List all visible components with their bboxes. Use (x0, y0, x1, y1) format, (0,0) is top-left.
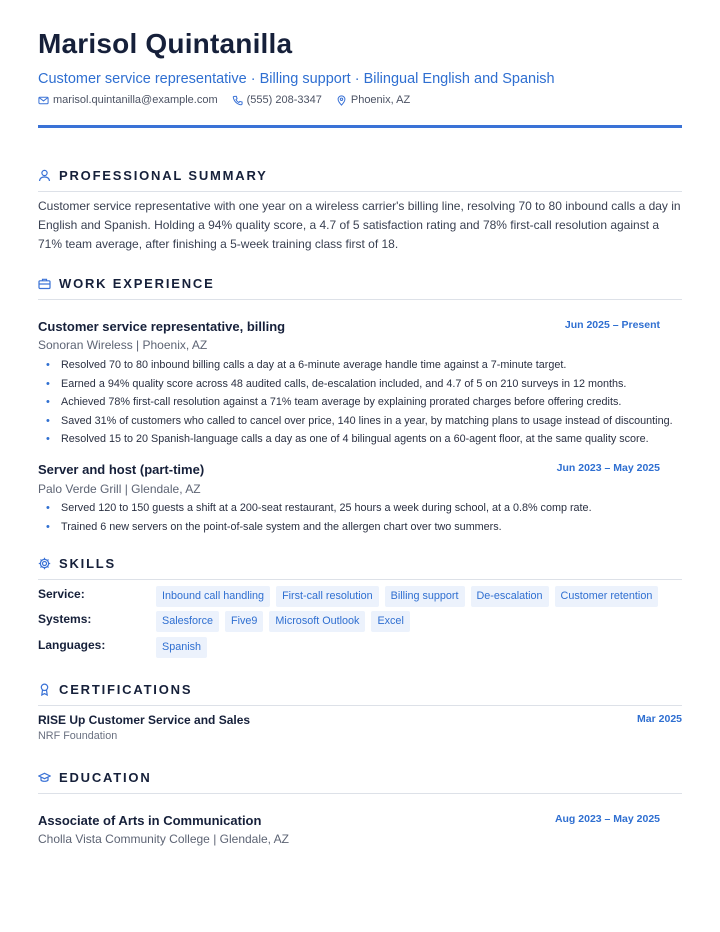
job-bullet: • Resolved 15 to 20 Spanish-language calls a day as one of 4 bilingual agents on a 60-agent floor, at the same quality score. (38, 430, 698, 449)
skill-chips (156, 611, 416, 632)
education-section-header (38, 770, 682, 794)
award-icon (38, 683, 51, 696)
section-title: SKILLS (59, 556, 117, 571)
skill-chip: Spanish (156, 637, 207, 658)
education-dates: Aug 2023 – May 2025 (554, 813, 660, 825)
skill-chip: Excel (371, 611, 409, 632)
skill-label: Systems: (38, 612, 92, 626)
certification-date: Mar 2025 (637, 713, 682, 725)
header-divider (38, 125, 682, 128)
job-bullet: • Earned a 94% quality score across 48 audited calls, de-escalation included, and 4.7 of 5 on 210 surveys in 12 months. (38, 375, 698, 394)
skill-label: Languages: (38, 638, 106, 652)
job-dates: Jun 2025 – Present (564, 319, 660, 331)
degree-title: Associate of Arts in Communication (38, 813, 262, 828)
contact-bar (38, 94, 424, 106)
contact-location (336, 94, 410, 106)
skill-chip: Billing support (385, 586, 465, 607)
job-organization: Sonoran Wireless | Phoenix, AZ (38, 338, 208, 352)
summary-section-header (38, 168, 682, 192)
job-bullet: • Saved 31% of customers who called to cancel over price, 140 lines in a year, by matching plans to usage instead of discounting. (38, 412, 698, 431)
skill-chips (156, 637, 213, 658)
skill-chip: First-call resolution (276, 586, 379, 607)
job-bullet: • Trained 6 new servers on the point-of-sale system and the allergen chart over two summers. (38, 518, 698, 537)
briefcase-icon (38, 277, 51, 290)
phone-text: (555) 208-3347 (246, 94, 322, 106)
skills-section-header (38, 556, 682, 580)
skill-chip: Inbound call handling (156, 586, 270, 607)
job-bullet: • Resolved 70 to 80 inbound billing calls a day at a 6-minute average handle time against a 7-minute target. (38, 356, 698, 375)
job-title: Server and host (part-time) (38, 462, 205, 477)
skill-chip: De-escalation (471, 586, 549, 607)
section-title: WORK EXPERIENCE (59, 276, 215, 291)
section-title: CERTIFICATIONS (59, 682, 193, 697)
phone-icon (232, 95, 243, 106)
summary-text: Customer service representative with one year on a wireless carrier's billing line, resolving 70 to 80 inbound calls a day in English and Spanish. Holding a 94% quality score, a 4.7 of 5 satisfaction rating and 78% first-call resolution against a 71% team average, after finishing a 5-week training class first of 18. (38, 199, 681, 251)
skill-chips (156, 586, 664, 607)
experience-section-header (38, 276, 682, 300)
skill-row-service (38, 586, 682, 608)
skill-label: Service: (38, 587, 85, 601)
job-title: Customer service representative, billing (38, 319, 286, 334)
section-title: EDUCATION (59, 770, 152, 785)
school-name: Cholla Vista Community College | Glendale, AZ (38, 832, 290, 846)
job-organization: Palo Verde Grill | Glendale, AZ (38, 482, 201, 496)
section-title: PROFESSIONAL SUMMARY (59, 168, 268, 183)
skill-row-languages (38, 637, 682, 659)
contact-email[interactable] (38, 94, 218, 106)
certification-issuer: NRF Foundation (38, 730, 118, 742)
skill-chip: Customer retention (555, 586, 659, 607)
location-text: Phoenix, AZ (350, 94, 411, 106)
map-pin-icon (336, 95, 347, 106)
certification-title: RISE Up Customer Service and Sales (38, 713, 251, 727)
skill-chip: Five9 (225, 611, 263, 632)
person-icon (38, 169, 51, 182)
certifications-section-header (38, 682, 682, 706)
job-bullets (38, 356, 698, 449)
email-text: marisol.quintanilla@example.com (53, 94, 218, 106)
gear-icon (38, 557, 51, 570)
candidate-name: Marisol Quintanilla (38, 28, 293, 59)
job-dates: Jun 2023 – May 2025 (556, 462, 660, 474)
contact-phone[interactable] (232, 94, 322, 106)
graduation-cap-icon (38, 771, 51, 784)
envelope-icon (38, 95, 49, 106)
skill-row-systems (38, 611, 682, 633)
job-bullet: • Served 120 to 150 guests a shift at a 200-seat restaurant, 25 hours a week during school, at a 0.8% comp rate. (38, 499, 698, 518)
headline: Customer service representative · Billing support · Bilingual English and Spanish (38, 71, 555, 87)
job-bullets (38, 499, 698, 536)
skill-chip: Salesforce (156, 611, 219, 632)
job-bullet: • Achieved 78% first-call resolution against a 71% team average by explaining prorated charges before offering credits. (38, 393, 698, 412)
skill-chip: Microsoft Outlook (269, 611, 365, 632)
